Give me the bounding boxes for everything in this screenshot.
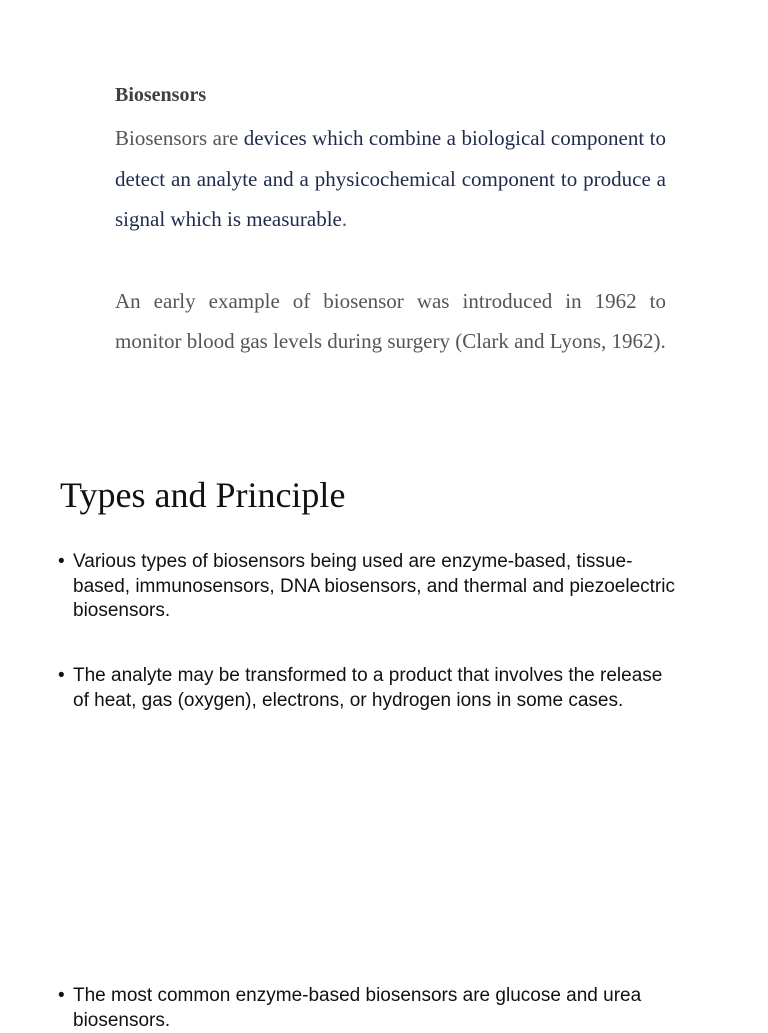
bullet-text: The analyte may be transformed to a product that involves the release of heat, gas (oxygen), electrons, or hydrogen ions in some cases. [73,665,663,711]
history-paragraph: An early example of biosensor was introduced in 1962 to monitor blood gas levels during surgery (Clark and Lyons, 1962). [115,288,666,353]
definition-end: . [341,207,348,231]
biosensors-section [115,82,666,362]
section-heading: Biosensors [115,84,207,106]
list-item [58,984,678,1033]
slide-title: Types and Principle [60,475,346,515]
bullet-text: The most common enzyme-based biosensors are glucose and urea biosensors. [73,985,642,1031]
definition-lead: Biosensors are [115,126,239,150]
bullet-icon: • [58,985,65,1006]
definition-body: devices which combine a biological component to detect an analyte and a physicochemical component to produce a signal which is measurable [115,126,666,231]
bullet-text: Various types of biosensors being used are enzyme-based, tissue-based, immunosensors, DNA biosensors, and thermal and piezoelectric biosensors. [73,551,675,621]
list-item [58,550,678,624]
bullet-icon: • [58,551,65,572]
list-item [58,664,678,713]
definition-paragraph [115,118,666,240]
bullet-icon: • [58,665,65,686]
